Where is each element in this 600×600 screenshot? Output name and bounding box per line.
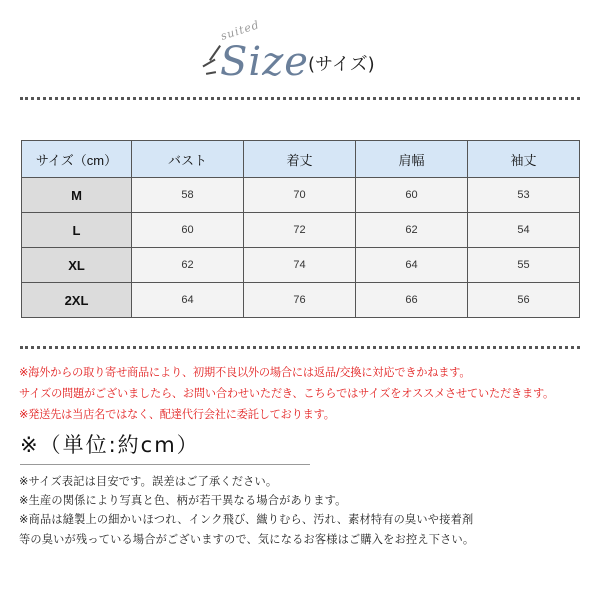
note-line: ※生産の関係により写真と色、柄が若干異なる場合があります。 (19, 494, 347, 508)
table-cell: 64 (132, 283, 244, 318)
suited-label: suited (218, 18, 262, 43)
dotted-divider (20, 346, 580, 349)
table-cell: 58 (132, 178, 244, 213)
unit-label: ※（単位:約cm） (20, 433, 200, 457)
row-size-label: XL (22, 248, 132, 283)
table-row (22, 213, 580, 248)
table-row (22, 178, 580, 213)
size-subtitle: (サイズ) (308, 54, 375, 75)
size-table (21, 140, 580, 318)
table-cell: 72 (244, 213, 356, 248)
table-cell: 60 (132, 213, 244, 248)
table-header-row (22, 141, 580, 178)
size-title: Size (220, 39, 309, 85)
table-cell: 64 (356, 248, 468, 283)
column-header-sleeve: 袖丈 (468, 141, 580, 178)
notice-line: サイズの問題がございましたら、お問い合わせいただき、こちらではサイズをオススメさせていただきます。 (19, 387, 555, 400)
table-cell: 53 (468, 178, 580, 213)
table-cell: 55 (468, 248, 580, 283)
notes-block (19, 472, 589, 549)
dotted-divider (20, 97, 580, 100)
table-row (22, 248, 580, 283)
size-heading (200, 18, 460, 92)
notice-line: ※海外からの取り寄せ商品により、初期不良以外の場合には返品/交換に対応できかねます。 (19, 366, 471, 379)
unit-underline (20, 464, 310, 465)
table-cell: 62 (132, 248, 244, 283)
red-notice-block (19, 362, 589, 425)
note-line: 等の臭いが残っている場合がございますので、気になるお客様はご購入をお控え下さい。 (19, 532, 475, 546)
note-line: ※サイズ表記は目安です。誤差はご了承ください。 (19, 475, 278, 488)
table-cell: 54 (468, 213, 580, 248)
note-line: ※商品は縫製上の細かいほつれ、インク飛び、織りむら、汚れ、素材特有の臭いや接着剤 (19, 513, 474, 527)
row-size-label: 2XL (22, 283, 132, 318)
table-cell: 56 (468, 283, 580, 318)
table-cell: 76 (244, 283, 356, 318)
table-cell: 70 (244, 178, 356, 213)
table-cell: 66 (356, 283, 468, 318)
decoration-stroke (206, 71, 216, 75)
row-size-label: L (22, 213, 132, 248)
table-row (22, 283, 580, 318)
column-header-shoulder: 肩幅 (356, 141, 468, 178)
row-size-label: M (22, 178, 132, 213)
column-header-length: 着丈 (244, 141, 356, 178)
column-header-size: サイズ（cm） (22, 141, 132, 178)
table-cell: 60 (356, 178, 468, 213)
table-cell: 62 (356, 213, 468, 248)
table-cell: 74 (244, 248, 356, 283)
notice-line: ※発送先は当店名ではなく、配達代行会社に委託しております。 (19, 408, 335, 421)
column-header-bust: バスト (132, 141, 244, 178)
